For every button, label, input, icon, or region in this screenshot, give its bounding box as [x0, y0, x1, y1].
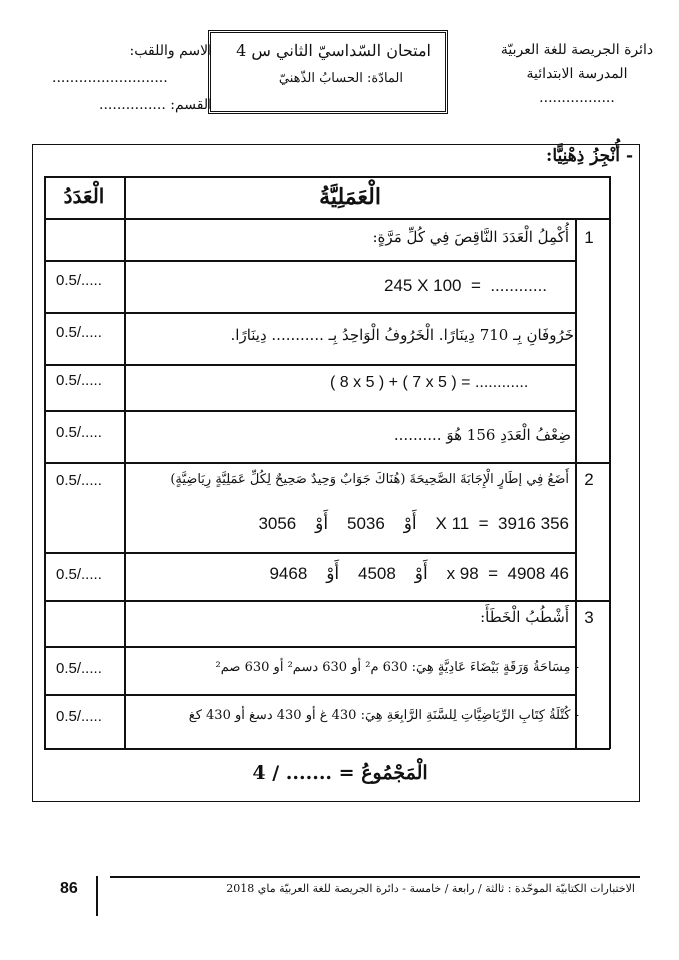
- class-field[interactable]: القسم: ...............: [99, 97, 212, 113]
- student-info: [52, 38, 212, 119]
- score-box[interactable]: 0.5/.....: [56, 472, 102, 489]
- question-row: 245 X 100 = ............: [384, 276, 548, 295]
- section-title-2: أَضَعُ فِي إطَارٍ الْإِجَابَةَ الصَّحِيحَةَ (هُنَاكَ جَوَابٌ وَحِيدٌ صَحِيحٌ لِكُلِّ عَمَلِيَّةٍ رِيَاضِيَّةٍ): [170, 472, 569, 487]
- score-box[interactable]: 0.5/.....: [56, 424, 102, 441]
- score-box[interactable]: 0.5/.....: [56, 566, 102, 583]
- section-title-3: أَشْطُبُ الْخَطَأَ:: [480, 608, 569, 626]
- page-number: 86: [60, 880, 78, 897]
- score-box[interactable]: 0.5/.....: [56, 660, 102, 677]
- question-row: - مِسَاحَةُ وَرَقَةٍ بَيْضَاءَ عَادِيَّةٍ هِيَ: 630 م² أو 630 دسم² أو 630 صم²: [215, 660, 579, 675]
- section-number-1: 1: [584, 228, 594, 247]
- section-number-2: 2: [584, 470, 594, 489]
- name-label: الاسم واللقب:: [129, 43, 212, 59]
- section-number-3: 3: [584, 608, 594, 627]
- footer-rule: [110, 876, 640, 878]
- footer-separator: [96, 876, 98, 916]
- exam-title-box: [208, 30, 448, 114]
- question-row: - كُتْلَةُ كِتَابِ الرِّيَاضِيَّاتِ لِلسَّنَةِ الرَّابِعَةِ هِيَ: 430 غ أو 430 دسغ أو 430 كغ: [188, 708, 579, 723]
- score-box[interactable]: 0.5/.....: [56, 372, 102, 389]
- question-row: 46 x 98 = 4908 أَوْ 4508 أَوْ 9468: [269, 564, 569, 583]
- question-row: خَرُوفَانِ بِـ 710 دِينَارًا. الْخَرُوفُ الْوَاحِدُ بِـ ........... دِينَارًا.: [230, 326, 574, 344]
- school-name: المدرسة الابتدائية: [526, 66, 628, 82]
- district-name: دائرة الجريصة للغة العربيّة: [500, 42, 654, 58]
- score-box[interactable]: 0.5/.....: [56, 272, 102, 289]
- exam-subject: المادّة: الحسابُ الذّهنيّ: [278, 71, 403, 86]
- section-title-1: أُكْمِلُ الْعَدَدَ النَّاقِصَ فِي كُلِّ مَرَّةٍ:: [372, 228, 569, 246]
- instruction: - أُنْجِزُ ذِهْنِيًّا:: [546, 146, 633, 166]
- question-row: ( 8 x 5 ) + ( 7 x 5 ) = ............: [330, 374, 529, 391]
- footer-text: الاختبارات الكتابيّة الموحّدة : ثالثة / رابعة / خامسة - دائرة الجريصة للغة العربيّة ماي 2018: [226, 882, 635, 895]
- score-box[interactable]: 0.5/.....: [56, 708, 102, 725]
- exam-title: امتحان السّداسيّ الثاني س 4: [236, 41, 431, 60]
- question-row: ضِعْفُ الْعَدَدِ 156 هُوَ ..........: [393, 426, 571, 444]
- question-row: 356 X 11 = 3916 أَوْ 5036 أَوْ 3056: [258, 514, 569, 533]
- column-number-header: الْعَدَدُ: [63, 184, 105, 208]
- total-score[interactable]: الْمَجْمُوعُ = ....... / 4: [252, 762, 428, 784]
- score-box[interactable]: 0.5/.....: [56, 324, 102, 341]
- school-info: [497, 38, 657, 110]
- column-operation-header: الْعَمَلِيَّةُ: [319, 184, 381, 210]
- name-field[interactable]: ..........................: [52, 70, 168, 86]
- school-dots: .................: [539, 90, 615, 106]
